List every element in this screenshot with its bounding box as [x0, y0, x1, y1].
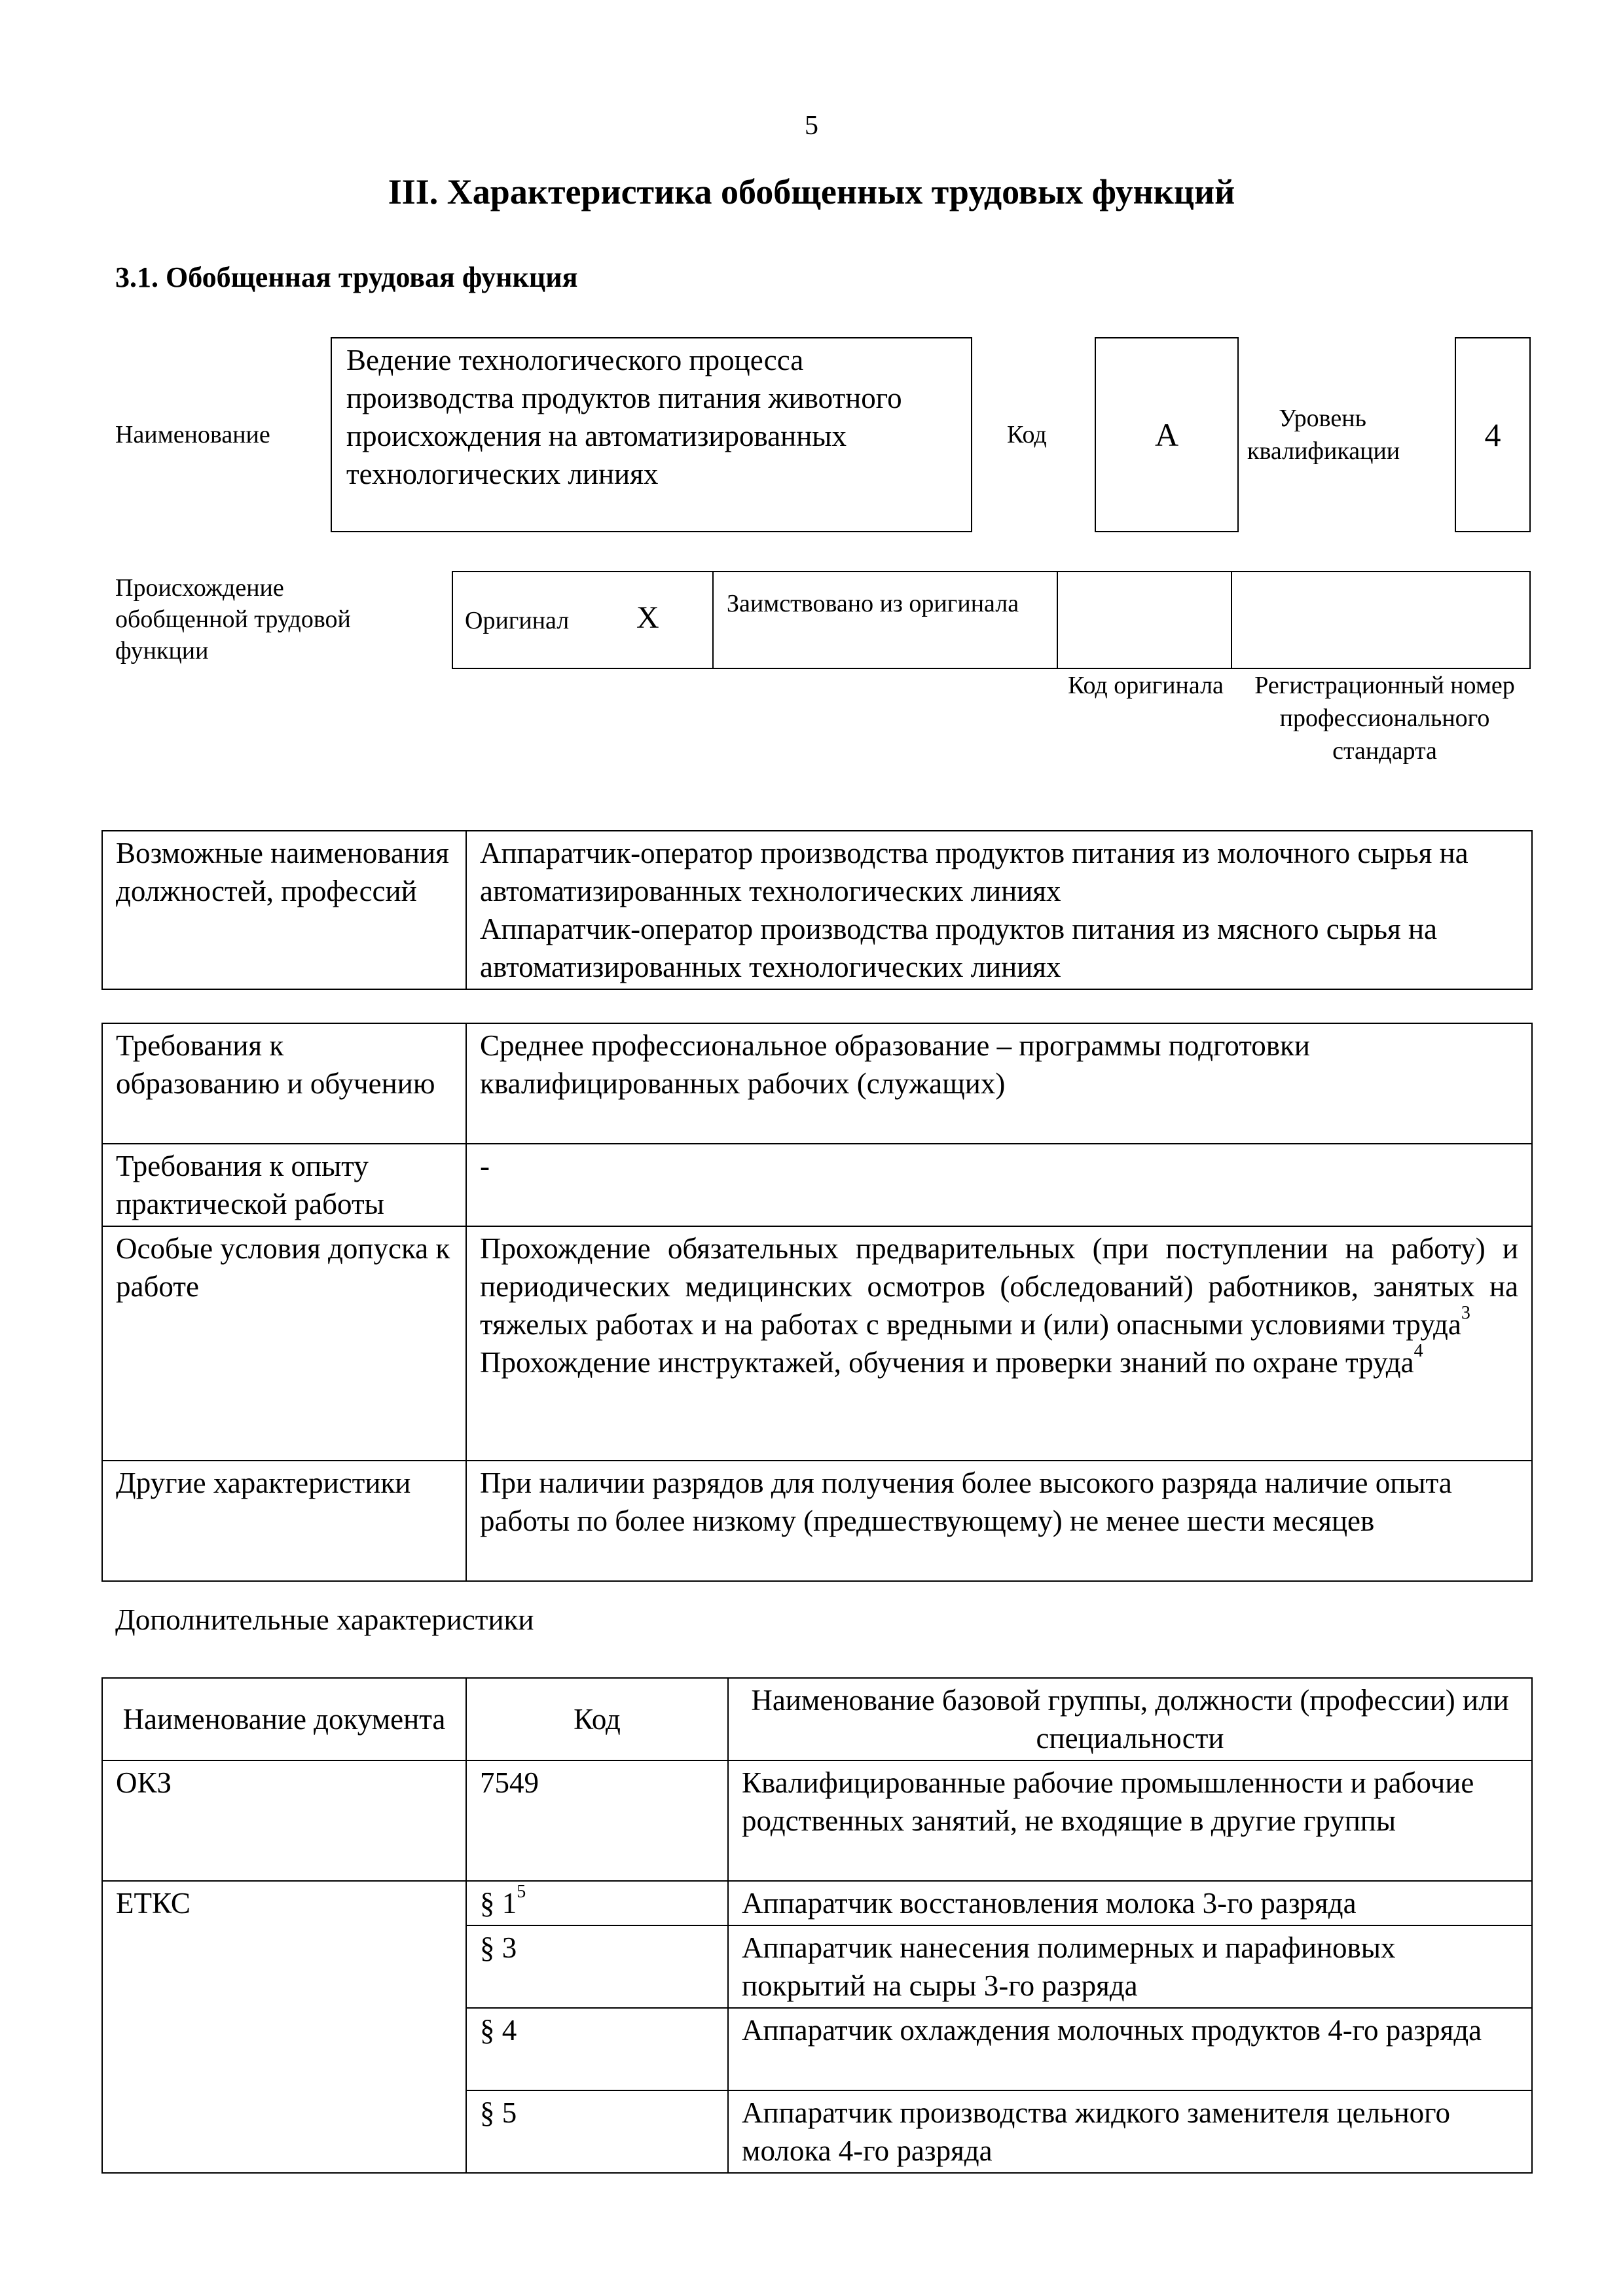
- header-code: Код: [466, 1678, 728, 1760]
- footnote-5: 5: [517, 1882, 526, 1902]
- etks-code: § 3: [466, 1925, 728, 2008]
- etks-name: Аппаратчик восстановления молока 3-го разряда: [728, 1881, 1532, 1925]
- header-document: Наименование документа: [102, 1678, 466, 1760]
- section-title: III. Характеристика обобщенных трудовых функций: [388, 172, 1235, 211]
- level-label: Уровень квалификации: [1247, 405, 1400, 465]
- page-number: 5: [805, 111, 818, 141]
- original-mark: Х: [636, 600, 659, 635]
- name-label: Наименование: [115, 421, 270, 448]
- etks-name: Аппаратчик охлаждения молочных продуктов 4-го разряда: [728, 2008, 1532, 2090]
- origin-table: [452, 571, 1531, 669]
- okz-code: 7549: [466, 1760, 728, 1881]
- origin-label: Происхождение обобщенной трудовой функции: [115, 574, 351, 665]
- special-conditions-label: Особые условия допуска к работе: [102, 1226, 466, 1461]
- okz-name: Квалифицированные рабочие промышленности и рабочие родственных занятий, не входящие в другие группы: [728, 1760, 1532, 1881]
- special-conditions-text-1: Прохождение обязательных предварительных (при поступлении на работу) и периодических медицинских осмотров (обследований) работников, занятых на тяжелых работах и на работах с вредными и (или) опасными условиями труда$^3$: [480, 1232, 1518, 1341]
- function-name-box: Ведение технологического процесса производства продуктов питания животного происхождения на автоматизированных технологических линиях: [331, 337, 972, 532]
- position-item: Аппаратчик-оператор производства продуктов питания из мясного сырья на автоматизированных технологических линиях: [480, 913, 1437, 983]
- level-value-box: 4: [1455, 337, 1531, 532]
- etks-code: § 4: [466, 2008, 728, 2090]
- experience-value: -: [466, 1144, 1532, 1226]
- positions-label: Возможные наименования должностей, профессий: [102, 831, 466, 989]
- requirements-table: [101, 1023, 1533, 1582]
- code-original-caption: Код оригинала: [1068, 672, 1224, 699]
- additional-table: [101, 1677, 1533, 2174]
- positions-table: [101, 830, 1533, 990]
- experience-label: Требования к опыту практической работы: [102, 1144, 466, 1226]
- original-label: Оригинал: [465, 607, 570, 634]
- position-item: Аппаратчик-оператор производства продуктов питания из молочного сырья на автоматизированных технологических линиях: [480, 837, 1468, 907]
- etks-name: Аппаратчик нанесения полимерных и парафиновых покрытий на сыры 3-го разряда: [728, 1925, 1532, 2008]
- okz-doc: ОКЗ: [102, 1760, 466, 1881]
- etks-code: § $1^5$: [466, 1881, 728, 1925]
- subsection-title: 3.1. Обобщенная трудовая функция: [115, 261, 578, 293]
- education-value: Среднее профессиональное образование – программы подготовки квалифицированных рабочих (служащих): [466, 1023, 1532, 1144]
- etks-code: § 5: [466, 2090, 728, 2173]
- positions-values: [466, 831, 1532, 989]
- origin-divider-1: [712, 572, 714, 668]
- special-conditions-text-2: Прохождение инструктажей, обучения и проверки знаний по охране труда$^4$: [480, 1341, 1423, 1379]
- header-group-name: Наименование базовой группы, должности (профессии) или специальности: [728, 1678, 1532, 1760]
- special-conditions-value: [466, 1226, 1532, 1461]
- origin-divider-2: [1057, 572, 1058, 668]
- reg-number-caption: Регистрационный номер профессионального стандарта: [1254, 672, 1515, 765]
- etks-name: Аппаратчик производства жидкого заменителя цельного молока 4-го разряда: [728, 2090, 1532, 2173]
- footnote-4: 4: [1413, 1341, 1423, 1361]
- origin-divider-3: [1231, 572, 1232, 668]
- other-characteristics-label: Другие характеристики: [102, 1461, 466, 1581]
- borrowed-label: Заимствовано из оригинала: [727, 590, 1019, 617]
- education-label: Требования к образованию и обучению: [102, 1023, 466, 1144]
- additional-title: Дополнительные характеристики: [115, 1603, 534, 1636]
- etks-doc: ЕТКС: [102, 1881, 466, 2173]
- code-value-box: А: [1095, 337, 1239, 532]
- other-characteristics-value: При наличии разрядов для получения более высокого разряда наличие опыта работы по более низкому (предшествующему) не менее шести месяцев: [466, 1461, 1532, 1581]
- code-label: Код: [1007, 421, 1047, 448]
- footnote-3: 3: [1461, 1303, 1470, 1323]
